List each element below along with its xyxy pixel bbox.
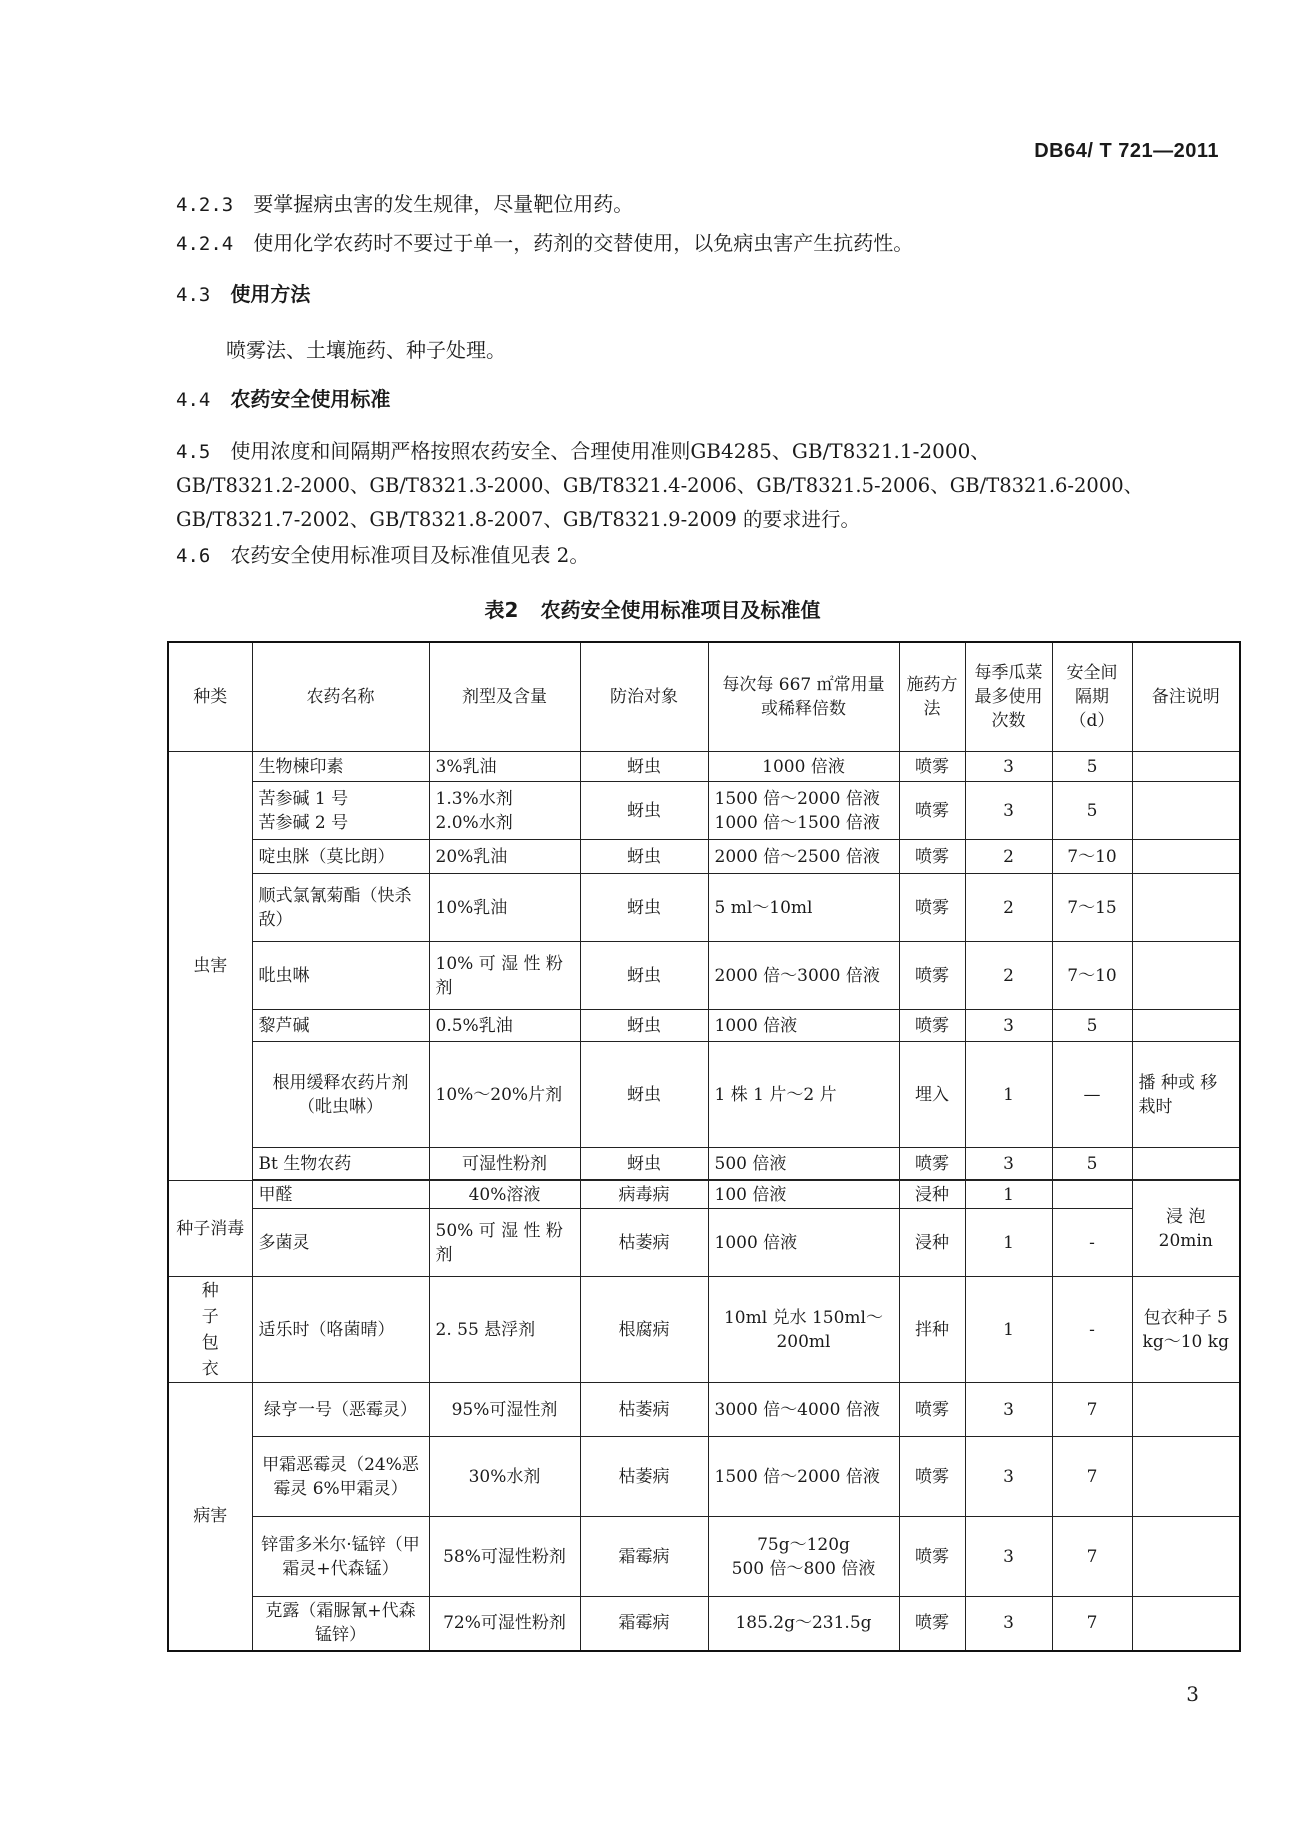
section-4-6 — [176, 541, 589, 570]
target-cell: 蚜虫 — [580, 1042, 708, 1148]
table-row — [168, 840, 1240, 874]
target-cell: 枯萎病 — [580, 1383, 708, 1437]
section-number: 4.3 — [176, 284, 211, 306]
name-cell: 克露（霜脲氰+代森锰锌） — [252, 1597, 429, 1651]
dose-line: 75g～120g — [757, 1534, 850, 1555]
dose-cell — [708, 782, 899, 840]
header-cell: 每次每 667 ㎡常用量或稀释倍数 — [708, 642, 899, 752]
section-4-4-heading — [176, 385, 390, 414]
pesticide-standards-table — [167, 641, 1241, 1652]
table-row — [168, 1209, 1240, 1277]
dose-cell: 2000 倍～3000 倍液 — [708, 942, 899, 1010]
name-cell: 生物楝印素 — [252, 752, 429, 782]
table-row — [168, 942, 1240, 1010]
section-text: 要掌握病虫害的发生规律，尽量靶位用药。 — [253, 192, 634, 216]
name-line: 苦参碱 2 号 — [258, 812, 349, 833]
dose-line: 1500 倍～2000 倍液 — [714, 788, 880, 809]
name-cell: 黎芦碱 — [252, 1010, 429, 1042]
section-title: 农药安全使用标准 — [230, 387, 391, 411]
form-cell: 20%乳油 — [429, 840, 580, 874]
method-cell: 喷雾 — [899, 782, 965, 840]
table-caption-label: 表2 — [484, 598, 519, 622]
header-cell: 安全间隔期（d） — [1052, 642, 1132, 752]
table-row — [168, 752, 1240, 782]
dose-cell: 185.2g～231.5g — [708, 1597, 899, 1651]
form-cell — [429, 782, 580, 840]
table-header-row — [168, 642, 1240, 752]
form-cell: 40%溶液 — [429, 1181, 580, 1209]
note-cell — [1132, 752, 1240, 782]
target-cell: 枯萎病 — [580, 1209, 708, 1277]
section-number: 4.5 — [176, 441, 211, 463]
section-text: 农药安全使用标准项目及标准值见表 2。 — [230, 543, 590, 567]
method-cell: 拌种 — [899, 1277, 965, 1383]
dose-cell: 1000 倍液 — [708, 1209, 899, 1277]
name-cell: 甲霜恶霉灵（24%恶霉灵 6%甲霜灵） — [252, 1437, 429, 1517]
interval-cell: 7～15 — [1052, 874, 1132, 942]
form-cell: 10%乳油 — [429, 874, 580, 942]
target-cell: 霜霉病 — [580, 1517, 708, 1597]
interval-cell: 7 — [1052, 1597, 1132, 1651]
form-cell: 58%可湿性粉剂 — [429, 1517, 580, 1597]
times-cell: 1 — [965, 1181, 1052, 1209]
section-number: 4.6 — [176, 545, 211, 567]
group-cell-seed-disinfect: 种子消毒 — [168, 1181, 252, 1277]
times-cell: 2 — [965, 874, 1052, 942]
document-code: DB64/ T 721—2011 — [1034, 140, 1219, 162]
section-4-3-heading — [176, 280, 310, 309]
target-cell: 蚜虫 — [580, 1010, 708, 1042]
method-cell: 喷雾 — [899, 942, 965, 1010]
note-cell — [1132, 1437, 1240, 1517]
form-cell: 10%～20%片剂 — [429, 1042, 580, 1148]
table-row — [168, 1181, 1240, 1209]
form-cell: 0.5%乳油 — [429, 1010, 580, 1042]
times-cell: 3 — [965, 1010, 1052, 1042]
method-cell: 喷雾 — [899, 1517, 965, 1597]
target-cell: 蚜虫 — [580, 1148, 708, 1180]
dose-cell — [708, 1517, 899, 1597]
group-cell-seed-coat: 种子包衣 — [168, 1277, 252, 1383]
dose-cell: 10ml 兑水 150ml～200ml — [708, 1277, 899, 1383]
page-number: 3 — [1186, 1682, 1199, 1706]
form-line: 1.3%水剂 — [435, 788, 513, 809]
group-cell-insect: 虫害 — [168, 752, 252, 1181]
method-cell: 喷雾 — [899, 1383, 965, 1437]
form-cell: 10% 可 湿 性 粉剂 — [429, 942, 580, 1010]
method-cell: 埋入 — [899, 1042, 965, 1148]
form-cell: 30%水剂 — [429, 1437, 580, 1517]
form-cell: 50% 可 湿 性 粉剂 — [429, 1209, 580, 1277]
target-cell: 病毒病 — [580, 1181, 708, 1209]
interval-cell: — — [1052, 1042, 1132, 1148]
note-cell — [1132, 874, 1240, 942]
section-4-5-line2: GB/T8321.2-2000、GB/T8321.3-2000、GB/T8321.4-2006、GB/T8321.5-2006、GB/T8321.6-2000、 — [176, 474, 1144, 497]
section-4-3-body: 喷雾法、土壤施药、种子处理。 — [226, 338, 506, 362]
note-cell — [1132, 1010, 1240, 1042]
form-cell: 2. 55 悬浮剂 — [429, 1277, 580, 1383]
section-4-2-4 — [176, 229, 913, 258]
times-cell: 3 — [965, 1437, 1052, 1517]
section-title: 使用方法 — [230, 282, 311, 306]
target-cell: 蚜虫 — [580, 942, 708, 1010]
note-cell — [1132, 782, 1240, 840]
section-4-2-3 — [176, 190, 633, 219]
header-cell: 备注说明 — [1132, 642, 1240, 752]
table-row — [168, 1437, 1240, 1517]
dose-cell: 500 倍液 — [708, 1148, 899, 1180]
times-cell: 3 — [965, 1383, 1052, 1437]
table-row — [168, 1042, 1240, 1148]
times-cell: 2 — [965, 840, 1052, 874]
table-row — [168, 782, 1240, 840]
table-row — [168, 874, 1240, 942]
method-cell: 喷雾 — [899, 874, 965, 942]
times-cell: 3 — [965, 1597, 1052, 1651]
interval-cell: 5 — [1052, 1148, 1132, 1180]
note-cell — [1132, 1383, 1240, 1437]
times-cell: 3 — [965, 752, 1052, 782]
times-cell: 3 — [965, 782, 1052, 840]
name-cell — [252, 782, 429, 840]
name-cell: 顺式氯氰菊酯（快杀敌） — [252, 874, 429, 942]
dose-line: 1000 倍～1500 倍液 — [714, 812, 880, 833]
section-number: 4.4 — [176, 389, 211, 411]
name-cell: 绿亨一号（恶霉灵） — [252, 1383, 429, 1437]
header-cell: 种类 — [168, 642, 252, 752]
table-row — [168, 1597, 1240, 1651]
target-cell: 蚜虫 — [580, 752, 708, 782]
header-cell: 防治对象 — [580, 642, 708, 752]
name-cell: 啶虫脒（莫比朗） — [252, 840, 429, 874]
note-cell — [1132, 942, 1240, 1010]
section-number: 4.2.3 — [176, 194, 234, 216]
note-cell: 包衣种子 5 kg～10 kg — [1132, 1277, 1240, 1383]
name-cell: 吡虫啉 — [252, 942, 429, 1010]
note-cell — [1132, 840, 1240, 874]
name-cell: 多菌灵 — [252, 1209, 429, 1277]
interval-cell: 7 — [1052, 1437, 1132, 1517]
form-line: 2.0%水剂 — [435, 812, 513, 833]
method-cell: 喷雾 — [899, 1597, 965, 1651]
name-cell: Bt 生物农药 — [252, 1148, 429, 1180]
table-caption — [0, 594, 1305, 623]
dose-cell: 1000 倍液 — [708, 1010, 899, 1042]
interval-cell — [1052, 1181, 1132, 1209]
dose-cell: 3000 倍～4000 倍液 — [708, 1383, 899, 1437]
method-cell: 喷雾 — [899, 752, 965, 782]
note-cell — [1132, 1148, 1240, 1180]
target-cell: 根腐病 — [580, 1277, 708, 1383]
name-cell: 锌雷多米尔·锰锌（甲霜灵+代森锰） — [252, 1517, 429, 1597]
method-cell: 浸种 — [899, 1181, 965, 1209]
form-cell: 可湿性粉剂 — [429, 1148, 580, 1180]
times-cell: 1 — [965, 1209, 1052, 1277]
table-row — [168, 1383, 1240, 1437]
group-cell-disease: 病害 — [168, 1383, 252, 1651]
dose-cell: 1 株 1 片～2 片 — [708, 1042, 899, 1148]
section-number: 4.2.4 — [176, 233, 234, 255]
header-cell: 施药方法 — [899, 642, 965, 752]
note-cell — [1132, 1597, 1240, 1651]
interval-cell: 5 — [1052, 782, 1132, 840]
target-cell: 蚜虫 — [580, 874, 708, 942]
table-row — [168, 1277, 1240, 1383]
interval-cell: 7 — [1052, 1517, 1132, 1597]
table-row — [168, 1517, 1240, 1597]
times-cell: 2 — [965, 942, 1052, 1010]
dose-cell: 2000 倍～2500 倍液 — [708, 840, 899, 874]
target-cell: 蚜虫 — [580, 782, 708, 840]
name-line: 苦参碱 1 号 — [258, 788, 349, 809]
note-cell: 浸 泡 20min — [1132, 1181, 1240, 1277]
dose-cell: 1500 倍～2000 倍液 — [708, 1437, 899, 1517]
method-cell: 喷雾 — [899, 1148, 965, 1180]
section-text: 使用化学农药时不要过于单一，药剂的交替使用，以免病虫害产生抗药性。 — [253, 231, 914, 255]
header-cell: 剂型及含量 — [429, 642, 580, 752]
table-caption-title: 农药安全使用标准项目及标准值 — [540, 598, 821, 622]
times-cell: 1 — [965, 1042, 1052, 1148]
dose-cell: 100 倍液 — [708, 1181, 899, 1209]
method-cell: 浸种 — [899, 1209, 965, 1277]
name-cell: 根用缓释农药片剂（吡虫啉） — [252, 1042, 429, 1148]
header-cell: 每季瓜菜最多使用次数 — [965, 642, 1052, 752]
section-text: 使用浓度和间隔期严格按照农药安全、合理使用准则GB4285、GB/T8321.1-2000、 — [230, 439, 991, 463]
interval-cell: 7～10 — [1052, 840, 1132, 874]
table-row — [168, 1148, 1240, 1180]
interval-cell: 7～10 — [1052, 942, 1132, 1010]
dose-line: 500 倍～800 倍液 — [731, 1558, 876, 1579]
interval-cell: 5 — [1052, 752, 1132, 782]
name-cell: 适乐时（咯菌晴） — [252, 1277, 429, 1383]
times-cell: 3 — [965, 1148, 1052, 1180]
method-cell: 喷雾 — [899, 840, 965, 874]
section-4-5-line1 — [176, 437, 990, 466]
interval-cell: 7 — [1052, 1383, 1132, 1437]
dose-cell: 5 ml～10ml — [708, 874, 899, 942]
times-cell: 1 — [965, 1277, 1052, 1383]
target-cell: 枯萎病 — [580, 1437, 708, 1517]
name-cell: 甲醛 — [252, 1181, 429, 1209]
note-cell — [1132, 1517, 1240, 1597]
interval-cell: - — [1052, 1277, 1132, 1383]
form-cell: 95%可湿性剂 — [429, 1383, 580, 1437]
target-cell: 霜霉病 — [580, 1597, 708, 1651]
form-cell: 72%可湿性粉剂 — [429, 1597, 580, 1651]
times-cell: 3 — [965, 1517, 1052, 1597]
interval-cell: - — [1052, 1209, 1132, 1277]
method-cell: 喷雾 — [899, 1010, 965, 1042]
note-cell: 播 种或 移栽时 — [1132, 1042, 1240, 1148]
table-row — [168, 1010, 1240, 1042]
method-cell: 喷雾 — [899, 1437, 965, 1517]
target-cell: 蚜虫 — [580, 840, 708, 874]
form-cell: 3%乳油 — [429, 752, 580, 782]
header-cell: 农药名称 — [252, 642, 429, 752]
interval-cell: 5 — [1052, 1010, 1132, 1042]
dose-cell: 1000 倍液 — [708, 752, 899, 782]
section-4-5-line3: GB/T8321.7-2002、GB/T8321.8-2007、GB/T8321.9-2009 的要求进行。 — [176, 508, 860, 531]
